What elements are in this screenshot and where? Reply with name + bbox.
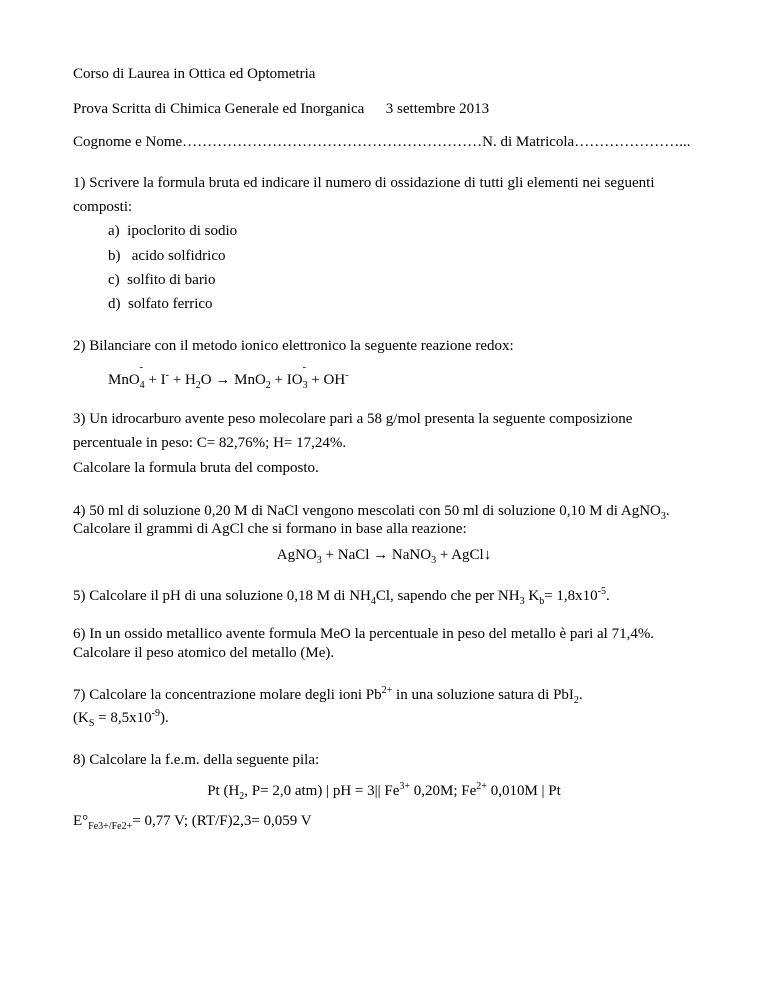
list-item-text: ipoclorito di sodio xyxy=(127,223,238,239)
q5-sub: 4 xyxy=(370,596,376,607)
q5-sup: -5 xyxy=(597,586,606,597)
cell-part: 0,20M; Fe xyxy=(410,783,477,799)
exam-title: Prova Scritta di Chimica Generale ed Inorganica xyxy=(73,101,365,117)
cell-part: , P= 2,0 atm) | pH = 3|| Fe xyxy=(244,783,400,799)
q4-text: . xyxy=(665,503,670,519)
q5-part: = 1,8x10 xyxy=(544,588,598,604)
eq-part: AgNO xyxy=(276,547,317,563)
q5-text xyxy=(73,587,610,605)
q7-part: (K xyxy=(73,710,89,726)
name-label: Cognome e Nome xyxy=(73,134,183,150)
cell-part: 0,010M | Pt xyxy=(486,783,561,799)
redox-equation xyxy=(108,362,349,391)
eq-subsup: $_3$ - xyxy=(302,362,308,391)
name-line xyxy=(73,133,690,151)
q7-sup: 2+ xyxy=(381,685,393,696)
list-item-letter: b) xyxy=(108,248,121,264)
q2-text: 2) Bilanciare con il metodo ionico elettronico la seguente reazione redox: xyxy=(73,338,514,354)
q3-line2: percentuale in peso: C= 82,76%; H= 17,24%. xyxy=(73,435,347,451)
q7-part: 7) Calcolare la concentrazione molare degli ioni Pb xyxy=(73,687,382,703)
q5-part: . xyxy=(606,588,610,604)
list-item xyxy=(108,271,215,289)
q4-line2: Calcolare il grammi di AgCl che si formano in base alla reazione: xyxy=(73,521,467,537)
matricola-field[interactable]: …………………... xyxy=(574,134,691,150)
q4-sub: 3 xyxy=(660,511,666,522)
eq-part: O → MnO xyxy=(200,372,266,388)
cell-sup: 3+ xyxy=(399,781,411,792)
eq-part: + IO xyxy=(270,372,303,388)
q7-part: ). xyxy=(159,710,169,726)
q5-part: K xyxy=(524,588,540,604)
eq-part: + OH xyxy=(307,372,346,388)
eq-sub: 2 xyxy=(265,380,271,391)
eq-part: + AgCl↓ xyxy=(436,547,492,563)
list-item xyxy=(108,222,237,240)
eq-sup: - xyxy=(165,370,169,381)
cell-sub: 2 xyxy=(239,791,245,802)
q7-part: in una soluzione satura di PbI xyxy=(392,687,574,703)
list-item-letter: c) xyxy=(108,272,120,288)
cell-part: Pt (H xyxy=(207,783,240,799)
exam-date: 3 settembre 2013 xyxy=(385,101,490,117)
eq-part: + H xyxy=(168,372,196,388)
q7-part: . xyxy=(578,687,583,703)
eq-sub: 2 xyxy=(195,380,201,391)
list-item-text: solfato ferrico xyxy=(128,296,213,312)
list-item xyxy=(108,295,213,313)
list-item-letter: a) xyxy=(108,223,120,239)
eq-part: + I xyxy=(144,372,166,388)
q4-equation xyxy=(0,546,768,564)
q7-part: = 8,5x10 xyxy=(94,710,152,726)
q7-sup: -9 xyxy=(151,708,160,719)
matricola-label: N. di Matricola xyxy=(482,134,575,150)
q8-constants xyxy=(73,812,312,830)
eq-sub: 3 xyxy=(316,555,322,566)
q7-sub: S xyxy=(88,718,95,729)
q5-sub: b xyxy=(539,596,545,607)
list-item-letter: d) xyxy=(108,296,121,312)
list-item-text: acido solfidrico xyxy=(128,248,226,264)
q3-line3: Calcolare la formula bruta del composto. xyxy=(73,460,319,476)
const-sub: Fe3+/Fe2+ xyxy=(88,821,133,832)
course-title: Corso di Laurea in Ottica ed Optometria xyxy=(73,66,316,82)
eq-part: + NaCl → NaNO xyxy=(321,547,432,563)
eq-sub: 3 xyxy=(302,380,308,391)
q4-text: 4) 50 ml di soluzione 0,20 M di NaCl vengono mescolati con 50 ml di soluzione 0,10 M di AgNO xyxy=(73,503,661,519)
q7-line2 xyxy=(73,709,169,727)
q5-sub: 3 xyxy=(519,596,525,607)
const-part: = 0,77 V; (RT/F)2,3= 0,059 V xyxy=(132,813,312,829)
const-part: E° xyxy=(73,813,89,829)
eq-sub: 3 xyxy=(431,555,437,566)
eq-sup: - xyxy=(345,370,349,381)
exam-title-line xyxy=(73,100,489,118)
cell-sup: 2+ xyxy=(476,781,487,792)
name-field[interactable]: …………………………………………………… xyxy=(182,134,483,150)
eq-sub: 4 xyxy=(139,380,145,391)
list-item-text: solfito di bario xyxy=(127,272,216,288)
eq-part: MnO xyxy=(108,372,140,388)
eq-subsup: $_4$ - xyxy=(139,362,145,391)
q6-line1: 6) In un ossido metallico avente formula MeO la percentuale in peso del metallo è pari al 71,4%. xyxy=(73,626,655,642)
q5-part: Cl, sapendo che per NH xyxy=(375,588,520,604)
q6-line2: Calcolare il peso atomico del metallo (Me). xyxy=(73,645,335,661)
q1-text-line1: 1) Scrivere la formula bruta ed indicare il numero di ossidazione di tutti gli elementi nei seguenti xyxy=(73,175,655,191)
galvanic-cell xyxy=(0,782,768,800)
q7-sub: 2 xyxy=(573,695,579,706)
q1-text-line2: composti: xyxy=(73,199,133,215)
q5-part: 5) Calcolare il pH di una soluzione 0,18 M di NH xyxy=(73,588,371,604)
list-item xyxy=(108,247,225,265)
q7-line1 xyxy=(73,686,583,704)
q4-line1 xyxy=(73,502,670,520)
q8-line1: 8) Calcolare la f.e.m. della seguente pila: xyxy=(73,752,320,768)
q3-line1: 3) Un idrocarburo avente peso molecolare pari a 58 g/mol presenta la seguente composizione xyxy=(73,411,633,427)
